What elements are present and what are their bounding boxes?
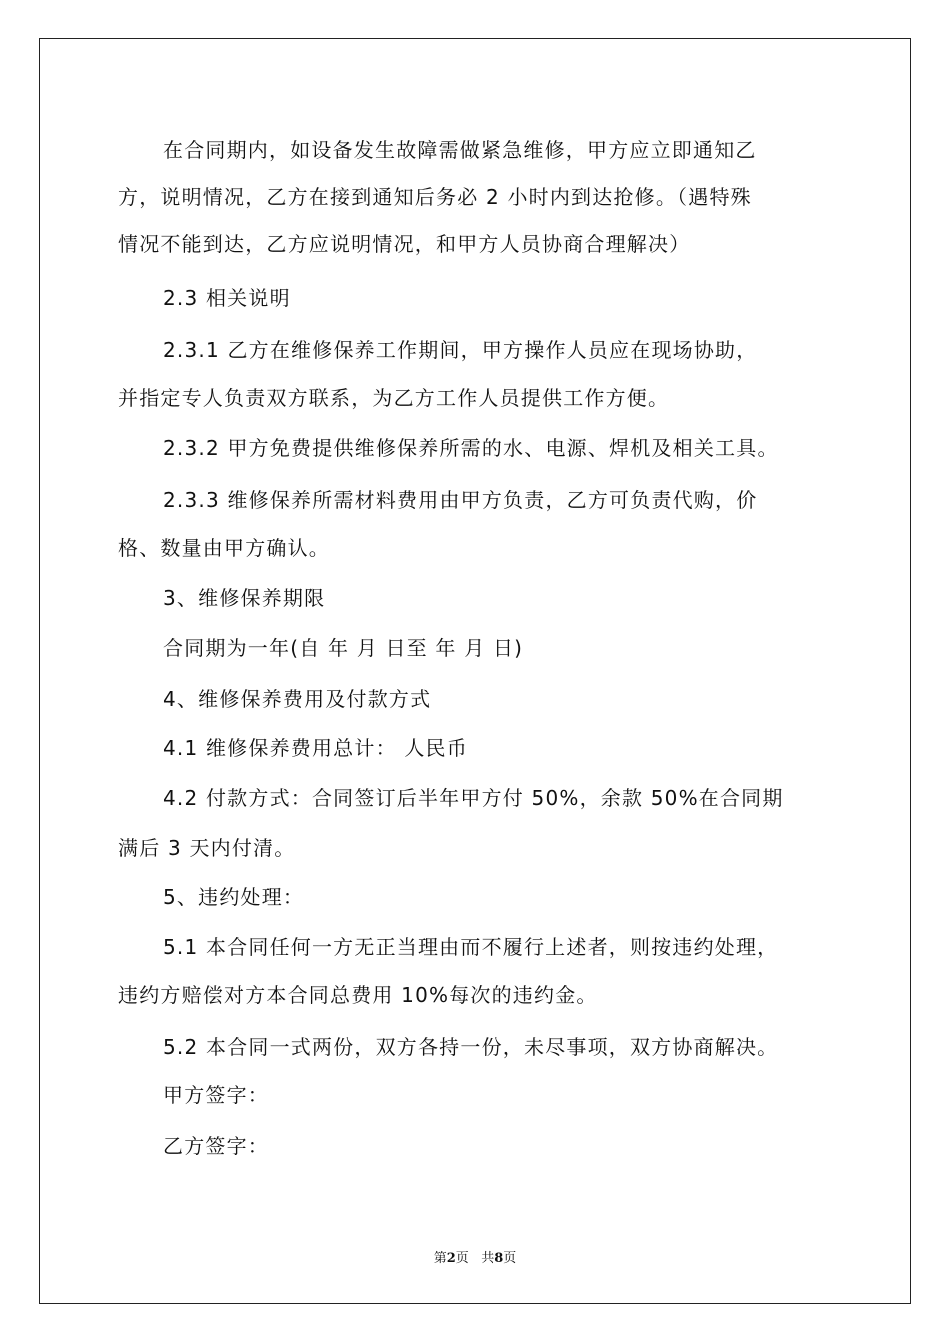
paragraph-line: 合同期为一年(自 年 月 日至 年 月 日) <box>163 636 524 660</box>
paragraph-line: 4.1 维修保养费用总计： 人民币 <box>163 736 468 760</box>
section-heading: 4、维修保养费用及付款方式 <box>163 687 432 711</box>
footer-page-prefix: 第 <box>433 1251 447 1266</box>
page-footer <box>0 1247 950 1266</box>
footer-page-suffix: 页 <box>455 1251 469 1266</box>
footer-page-number: 2 <box>446 1251 456 1266</box>
paragraph-line: 满后 3 天内付清。 <box>118 836 296 860</box>
paragraph-line: 情况不能到达，乙方应说明情况，和甲方人员协商合理解决） <box>118 232 691 256</box>
paragraph-line: 2.3.2 甲方免费提供维修保养所需的水、电源、焊机及相关工具。 <box>163 436 779 460</box>
footer-total-number: 8 <box>494 1251 504 1266</box>
page-border <box>39 38 911 1304</box>
paragraph-line: 2.3.3 维修保养所需材料费用由甲方负责，乙方可负责代购，价 <box>163 488 758 512</box>
section-heading: 3、维修保养期限 <box>163 586 326 610</box>
paragraph-line: 在合同期内，如设备发生故障需做紧急维修，甲方应立即通知乙 <box>163 138 757 162</box>
signature-party-b: 乙方签字： <box>163 1134 269 1158</box>
paragraph-line: 2.3.1 乙方在维修保养工作期间，甲方操作人员应在现场协助， <box>163 338 758 362</box>
footer-total-prefix: 共 <box>481 1251 495 1266</box>
paragraph-line: 并指定专人负责双方联系，为乙方工作人员提供工作方便。 <box>118 386 670 410</box>
paragraph-line: 格、数量由甲方确认。 <box>118 536 330 560</box>
section-heading: 2.3 相关说明 <box>163 286 291 310</box>
paragraph-line: 方，说明情况，乙方在接到通知后务必 2 小时内到达抢修。（遇特殊 <box>118 185 752 209</box>
paragraph-line: 4.2 付款方式：合同签订后半年甲方付 50%，余款 50%在合同期 <box>163 786 784 810</box>
paragraph-line: 违约方赔偿对方本合同总费用 10%每次的违约金。 <box>118 983 598 1007</box>
section-heading: 5、违约处理： <box>163 885 305 909</box>
paragraph-line: 5.2 本合同一式两份，双方各持一份，未尽事项，双方协商解决。 <box>163 1035 779 1059</box>
paragraph-line: 5.1 本合同任何一方无正当理由而不履行上述者，则按违约处理， <box>163 935 779 959</box>
signature-party-a: 甲方签字： <box>163 1083 269 1107</box>
footer-total-suffix: 页 <box>503 1251 517 1266</box>
